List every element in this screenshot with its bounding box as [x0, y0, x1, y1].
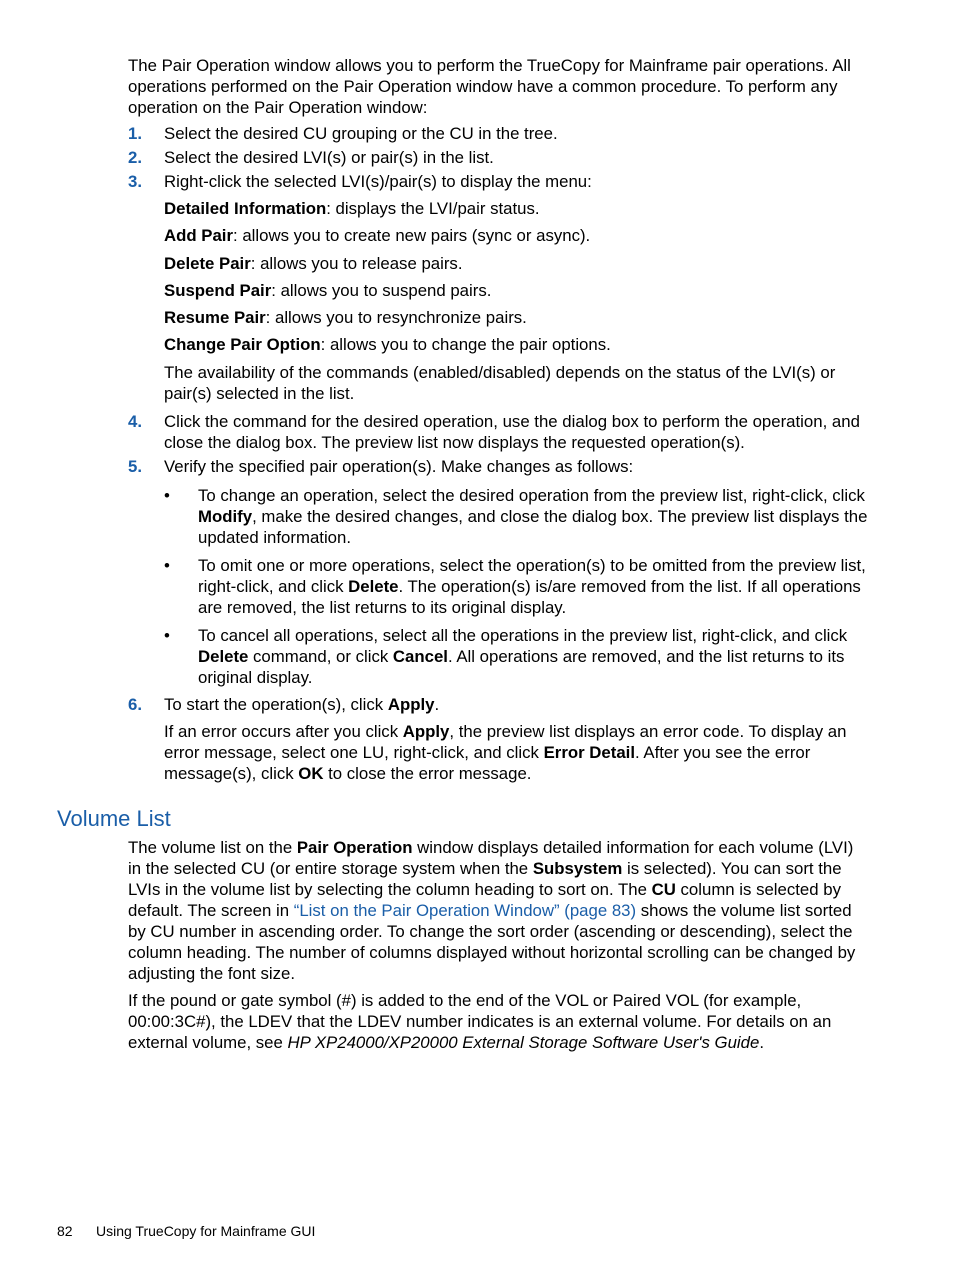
apply-command: Apply: [402, 722, 450, 741]
bullet-change-operation: [164, 485, 870, 548]
menu-item-detailed-information: [164, 198, 870, 219]
section-title: Volume List: [57, 806, 171, 831]
step-5: [128, 456, 870, 477]
step-text: To start the operation(s), click Apply.: [164, 695, 440, 714]
step-text: Click the command for the desired operation, use the dialog box to perform the operation, and close the dialog box. The preview list now displays the requested operation(s).: [164, 412, 860, 452]
menu-term: Detailed Information: [164, 199, 327, 218]
step-number: 2.: [128, 148, 142, 167]
step-number: 6.: [128, 695, 142, 714]
menu-term: Delete Pair: [164, 254, 251, 273]
step-text: Select the desired CU grouping or the CU in the tree.: [164, 124, 558, 143]
step-1: [128, 123, 870, 144]
menu-desc: : displays the LVI/pair status.: [326, 199, 540, 218]
bullet-icon: •: [164, 486, 170, 505]
step-number: 5.: [128, 457, 142, 476]
page-footer: [57, 1222, 315, 1240]
bullet-cancel-operations: [164, 625, 870, 688]
error-note: If an error occurs after you click Apply, the preview list displays an error code. To display an error message, select one LU, right-click, and click Error Detail. After you see the error message(s), click OK to close the error message.: [164, 722, 847, 783]
step-text: Verify the specified pair operation(s). Make changes as follows:: [164, 457, 634, 476]
bullet-icon: •: [164, 626, 170, 645]
menu-term: Suspend Pair: [164, 281, 272, 300]
menu-item-change-pair-option: [164, 334, 870, 355]
step-number: 1.: [128, 124, 142, 143]
menu-desc: : allows you to resynchronize pairs.: [265, 308, 527, 327]
step-number: 4.: [128, 412, 142, 431]
menu-desc: : allows you to release pairs.: [250, 254, 463, 273]
menu-desc: : allows you to change the pair options.: [320, 335, 611, 354]
step-3: [128, 171, 870, 192]
intro-paragraph: The Pair Operation window allows you to perform the TrueCopy for Mainframe pair operations. All operations performed on the Pair Operation window have a common procedure. To perform any operation on the Pair Operation window:: [128, 56, 851, 117]
bullet-text: To change an operation, select the desired operation from the preview list, right-click, click Modify, make the desired changes, and close the dialog box. The preview list displays the updated information.: [198, 486, 868, 547]
page-number: 82: [57, 1223, 73, 1239]
availability-note: The availability of the commands (enabled/disabled) depends on the status of the LVI(s) or pair(s) selected in the list.: [164, 363, 836, 403]
volume-list-paragraph: The volume list on the Pair Operation window displays detailed information for each volume (LVI) in the selected CU (or entire storage system when the Subsystem is selected). You can sort the LVIs in the volume list by selecting the column heading to sort on. The CU column is selected by default. The screen in “List on the Pair Operation Window” (page 83) shows the volume list sorted by CU number in ascending order. To change the sort order (ascending or descending), select the column heading. The number of columns displayed without horizontal scrolling can be changed by adjusting the font size.: [128, 838, 856, 983]
step-6: [128, 694, 870, 715]
step-4: [128, 411, 870, 453]
menu-desc: : allows you to create new pairs (sync or async).: [233, 226, 591, 245]
step-text: Right-click the selected LVI(s)/pair(s) to display the menu:: [164, 172, 592, 191]
bullet-text: To cancel all operations, select all the operations in the preview list, right-click, and click Delete command, or click Cancel. All operations are removed, and the list returns to its original display.: [198, 626, 848, 687]
menu-term: Resume Pair: [164, 308, 266, 327]
cancel-command: Cancel: [392, 647, 448, 666]
list-on-pair-operation-window-link[interactable]: “List on the Pair Operation Window” (page 83): [293, 901, 637, 920]
menu-item-delete-pair: [164, 253, 870, 274]
step-text: Select the desired LVI(s) or pair(s) in the list.: [164, 148, 494, 167]
bullet-omit-operations: [164, 555, 870, 618]
apply-command: Apply: [387, 695, 435, 714]
footer-section: Using TrueCopy for Mainframe GUI: [96, 1223, 316, 1239]
delete-command: Delete: [198, 647, 249, 666]
delete-command: Delete: [348, 577, 399, 596]
error-detail-command: Error Detail: [543, 743, 635, 762]
ok-command: OK: [298, 764, 324, 783]
menu-item-add-pair: [164, 225, 870, 246]
menu-term: Add Pair: [164, 226, 234, 245]
external-volume-paragraph: If the pound or gate symbol (#) is added to the end of the VOL or Paired VOL (for example, 00:00:3C#), the LDEV that the LDEV number indicates is an external volume. For details on an external volume, see HP XP24000/XP20000 External Storage Software User's Guide.: [128, 991, 832, 1052]
menu-item-resume-pair: [164, 307, 870, 328]
menu-desc: : allows you to suspend pairs.: [271, 281, 492, 300]
modify-command: Modify: [198, 507, 253, 526]
menu-term: Change Pair Option: [164, 335, 321, 354]
bullet-text: To omit one or more operations, select the operation(s) to be omitted from the preview list, right-click, and click Delete. The operation(s) is/are removed from the list. If all operations are removed, the list returns to its original display.: [198, 556, 866, 617]
step-number: 3.: [128, 172, 142, 191]
menu-item-suspend-pair: [164, 280, 870, 301]
guide-title: HP XP24000/XP20000 External Storage Software User's Guide: [287, 1033, 760, 1052]
step-2: [128, 147, 870, 168]
bullet-icon: •: [164, 556, 170, 575]
